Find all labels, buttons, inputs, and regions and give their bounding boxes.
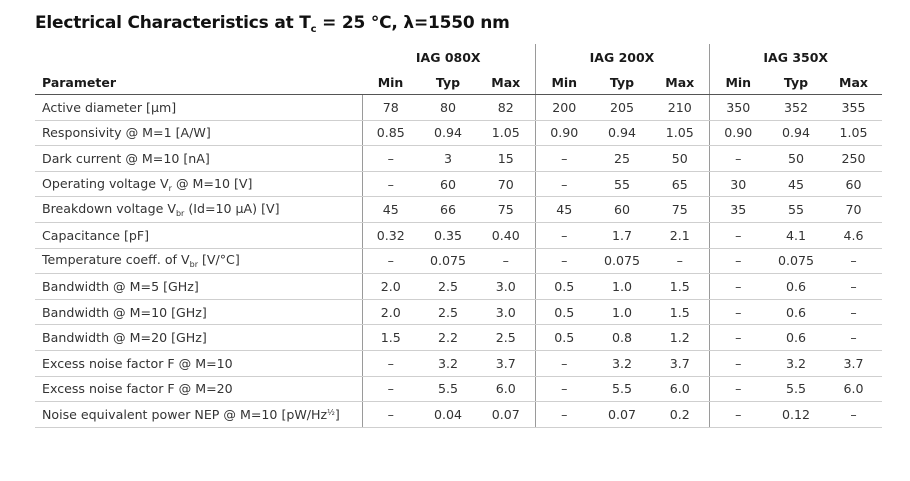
parameter-label-superscript: ½ bbox=[327, 407, 335, 417]
value-cell-typ: 0.04 bbox=[419, 402, 477, 428]
value-cell-min: – bbox=[535, 222, 593, 248]
value-cell-min: – bbox=[709, 274, 767, 300]
value-cell-min: – bbox=[709, 376, 767, 402]
table-row bbox=[35, 248, 882, 274]
parameter-label bbox=[35, 402, 362, 428]
group-header-row bbox=[35, 44, 882, 70]
value-cell-max: 3.0 bbox=[477, 299, 535, 325]
value-cell-typ: 4.1 bbox=[767, 222, 825, 248]
table-row bbox=[35, 299, 882, 325]
group-header-350x: IAG 350X bbox=[763, 49, 829, 65]
parameter-label-text: Operating voltage V bbox=[42, 175, 169, 191]
value-cell-min: – bbox=[535, 171, 593, 197]
value-cell-min: 78 bbox=[362, 95, 419, 121]
value-cell-min: – bbox=[709, 402, 767, 428]
parameter-label-subscript: br bbox=[175, 209, 185, 219]
value-cell-min: 2.0 bbox=[362, 274, 419, 300]
table-row bbox=[35, 95, 882, 121]
value-cell-min: – bbox=[535, 350, 593, 376]
parameter-label: Responsivity @ M=1 [A/W] bbox=[35, 120, 362, 146]
value-cell-max: – bbox=[825, 325, 882, 351]
value-cell-typ: 0.6 bbox=[767, 299, 825, 325]
value-cell-min: 0.5 bbox=[535, 325, 593, 351]
value-cell-max: 0.2 bbox=[651, 402, 709, 428]
value-cell-max: – bbox=[477, 248, 535, 274]
value-cell-typ: 0.94 bbox=[767, 120, 825, 146]
value-cell-max: – bbox=[825, 248, 882, 274]
value-cell-typ: 0.94 bbox=[593, 120, 651, 146]
value-cell-max: – bbox=[651, 248, 709, 274]
value-cell-typ: 0.07 bbox=[593, 402, 651, 428]
column-header-typ: Typ bbox=[767, 70, 825, 95]
value-cell-min: – bbox=[709, 222, 767, 248]
value-cell-max: 250 bbox=[825, 146, 882, 172]
value-cell-min: 0.5 bbox=[535, 299, 593, 325]
value-cell-max: 210 bbox=[651, 95, 709, 121]
parameter-label-unit: (Id=10 µA) [V] bbox=[184, 201, 280, 217]
table-row bbox=[35, 171, 882, 197]
table-row bbox=[35, 376, 882, 402]
value-cell-min: 0.5 bbox=[535, 274, 593, 300]
value-cell-min: – bbox=[709, 325, 767, 351]
value-cell-max: 1.2 bbox=[651, 325, 709, 351]
value-cell-max: 4.6 bbox=[825, 222, 882, 248]
group-header-080x: IAG 080X bbox=[362, 44, 535, 70]
value-cell-typ: 5.5 bbox=[593, 376, 651, 402]
value-cell-min: 350 bbox=[709, 95, 767, 121]
value-cell-typ: 5.5 bbox=[767, 376, 825, 402]
value-cell-max: 6.0 bbox=[825, 376, 882, 402]
value-cell-max: 1.05 bbox=[825, 120, 882, 146]
value-cell-min: 0.85 bbox=[362, 120, 419, 146]
parameter-label: Bandwidth @ M=10 [GHz] bbox=[35, 299, 362, 325]
value-cell-typ: 0.075 bbox=[767, 248, 825, 274]
value-cell-max: – bbox=[825, 299, 882, 325]
parameter-label-text: Temperature coeff. of V bbox=[42, 252, 190, 268]
value-cell-typ: 45 bbox=[767, 171, 825, 197]
value-cell-typ: 0.12 bbox=[767, 402, 825, 428]
value-cell-min: – bbox=[709, 299, 767, 325]
column-header-min: Min bbox=[709, 70, 767, 95]
value-cell-min: – bbox=[362, 146, 419, 172]
value-cell-min: – bbox=[709, 248, 767, 274]
value-cell-min: 0.90 bbox=[709, 120, 767, 146]
parameter-label: Active diameter [µm] bbox=[35, 95, 362, 121]
parameter-label: Excess noise factor F @ M=20 bbox=[35, 376, 362, 402]
value-cell-typ: 3 bbox=[419, 146, 477, 172]
title-conditions: = 25 °C, λ=1550 nm bbox=[316, 13, 510, 33]
group-header-200x: IAG 200X bbox=[535, 44, 709, 70]
parameter-label bbox=[35, 171, 362, 197]
value-cell-max: 0.40 bbox=[477, 222, 535, 248]
value-cell-min: 45 bbox=[362, 197, 419, 223]
value-cell-min: – bbox=[362, 350, 419, 376]
value-cell-max: 1.05 bbox=[477, 120, 535, 146]
value-cell-min: 45 bbox=[535, 197, 593, 223]
value-cell-max: 3.7 bbox=[825, 350, 882, 376]
parameter-label: Bandwidth @ M=5 [GHz] bbox=[35, 274, 362, 300]
value-cell-min: – bbox=[535, 376, 593, 402]
value-cell-typ: 0.35 bbox=[419, 222, 477, 248]
value-cell-typ: 0.6 bbox=[767, 274, 825, 300]
value-cell-typ: 1.0 bbox=[593, 274, 651, 300]
value-cell-typ: 205 bbox=[593, 95, 651, 121]
value-cell-typ: 25 bbox=[593, 146, 651, 172]
value-cell-typ: 0.94 bbox=[419, 120, 477, 146]
column-header-parameter: Parameter bbox=[35, 70, 362, 95]
value-cell-typ: 55 bbox=[593, 171, 651, 197]
column-header-max: Max bbox=[651, 70, 709, 95]
value-cell-max: 60 bbox=[825, 171, 882, 197]
value-cell-max: 65 bbox=[651, 171, 709, 197]
value-cell-min: – bbox=[362, 171, 419, 197]
parameter-label-subscript: r bbox=[168, 183, 172, 193]
parameter-label-text: Noise equivalent power NEP @ M=10 [pW/Hz bbox=[42, 406, 328, 422]
value-cell-min: 0.90 bbox=[535, 120, 593, 146]
value-cell-min: 0.32 bbox=[362, 222, 419, 248]
value-cell-typ: 3.2 bbox=[419, 350, 477, 376]
value-cell-typ: 0.075 bbox=[419, 248, 477, 274]
value-cell-min: 200 bbox=[535, 95, 593, 121]
value-cell-typ: 2.5 bbox=[419, 299, 477, 325]
value-cell-max: 6.0 bbox=[651, 376, 709, 402]
value-cell-max: 355 bbox=[825, 95, 882, 121]
value-cell-typ: 66 bbox=[419, 197, 477, 223]
value-cell-max: 6.0 bbox=[477, 376, 535, 402]
value-cell-max: 3.0 bbox=[477, 274, 535, 300]
parameter-label: Excess noise factor F @ M=10 bbox=[35, 350, 362, 376]
parameter-label-unit: @ M=10 [V] bbox=[171, 175, 253, 191]
value-cell-typ: 50 bbox=[767, 146, 825, 172]
parameter-label bbox=[35, 197, 362, 223]
value-cell-min: 30 bbox=[709, 171, 767, 197]
parameter-label: Bandwidth @ M=20 [GHz] bbox=[35, 325, 362, 351]
value-cell-max: 70 bbox=[825, 197, 882, 223]
value-cell-typ: 3.2 bbox=[593, 350, 651, 376]
table-body bbox=[35, 95, 882, 428]
value-cell-max: 1.5 bbox=[651, 299, 709, 325]
value-cell-max: 15 bbox=[477, 146, 535, 172]
table-row bbox=[35, 222, 882, 248]
value-cell-max: 3.7 bbox=[651, 350, 709, 376]
value-cell-typ: 60 bbox=[419, 171, 477, 197]
value-cell-typ: 1.0 bbox=[593, 299, 651, 325]
value-cell-max: – bbox=[825, 402, 882, 428]
value-cell-max: 0.07 bbox=[477, 402, 535, 428]
value-cell-max: 3.7 bbox=[477, 350, 535, 376]
value-cell-min: – bbox=[535, 402, 593, 428]
value-cell-min: – bbox=[709, 146, 767, 172]
value-cell-min: – bbox=[535, 248, 593, 274]
value-cell-max: – bbox=[825, 274, 882, 300]
table-row bbox=[35, 274, 882, 300]
value-cell-min: – bbox=[362, 376, 419, 402]
value-cell-min: – bbox=[709, 350, 767, 376]
value-cell-typ: 0.6 bbox=[767, 325, 825, 351]
value-cell-max: 75 bbox=[477, 197, 535, 223]
value-cell-max: 2.1 bbox=[651, 222, 709, 248]
column-header-min: Min bbox=[362, 70, 419, 95]
column-header-max: Max bbox=[825, 70, 882, 95]
column-header-min: Min bbox=[535, 70, 593, 95]
column-header-row bbox=[35, 70, 882, 95]
value-cell-typ: 1.7 bbox=[593, 222, 651, 248]
value-cell-min: – bbox=[362, 402, 419, 428]
value-cell-min: 1.5 bbox=[362, 325, 419, 351]
column-header-typ: Typ bbox=[593, 70, 651, 95]
parameter-label: Dark current @ M=10 [nA] bbox=[35, 146, 362, 172]
parameter-label bbox=[35, 248, 362, 274]
value-cell-max: 50 bbox=[651, 146, 709, 172]
value-cell-typ: 2.5 bbox=[419, 274, 477, 300]
value-cell-typ: 352 bbox=[767, 95, 825, 121]
value-cell-min: 2.0 bbox=[362, 299, 419, 325]
table-row bbox=[35, 350, 882, 376]
parameter-label: Capacitance [pF] bbox=[35, 222, 362, 248]
group-header-empty bbox=[35, 44, 362, 70]
parameter-label-subscript: br bbox=[189, 260, 198, 270]
parameter-label-unit: ] bbox=[334, 406, 340, 422]
table-row bbox=[35, 146, 882, 172]
value-cell-max: 2.5 bbox=[477, 325, 535, 351]
column-header-typ: Typ bbox=[419, 70, 477, 95]
characteristics-table bbox=[35, 44, 882, 428]
value-cell-typ: 0.075 bbox=[593, 248, 651, 274]
value-cell-min: – bbox=[362, 248, 419, 274]
parameter-label-text: Breakdown voltage V bbox=[42, 201, 176, 217]
value-cell-max: 70 bbox=[477, 171, 535, 197]
value-cell-typ: 5.5 bbox=[419, 376, 477, 402]
value-cell-typ: 60 bbox=[593, 197, 651, 223]
value-cell-typ: 2.2 bbox=[419, 325, 477, 351]
title-subscript: c bbox=[310, 24, 317, 35]
table-row bbox=[35, 325, 882, 351]
value-cell-min: 35 bbox=[709, 197, 767, 223]
title-text: Electrical Characteristics at T bbox=[35, 13, 311, 33]
column-header-max: Max bbox=[477, 70, 535, 95]
page-title bbox=[35, 13, 510, 35]
table-row bbox=[35, 197, 882, 223]
parameter-label-unit: [V/°C] bbox=[197, 252, 240, 268]
value-cell-max: 1.5 bbox=[651, 274, 709, 300]
value-cell-max: 1.05 bbox=[651, 120, 709, 146]
value-cell-min: – bbox=[535, 146, 593, 172]
value-cell-typ: 80 bbox=[419, 95, 477, 121]
value-cell-max: 82 bbox=[477, 95, 535, 121]
value-cell-max: 75 bbox=[651, 197, 709, 223]
value-cell-typ: 55 bbox=[767, 197, 825, 223]
table-row bbox=[35, 402, 882, 428]
table-row bbox=[35, 120, 882, 146]
value-cell-typ: 3.2 bbox=[767, 350, 825, 376]
value-cell-typ: 0.8 bbox=[593, 325, 651, 351]
